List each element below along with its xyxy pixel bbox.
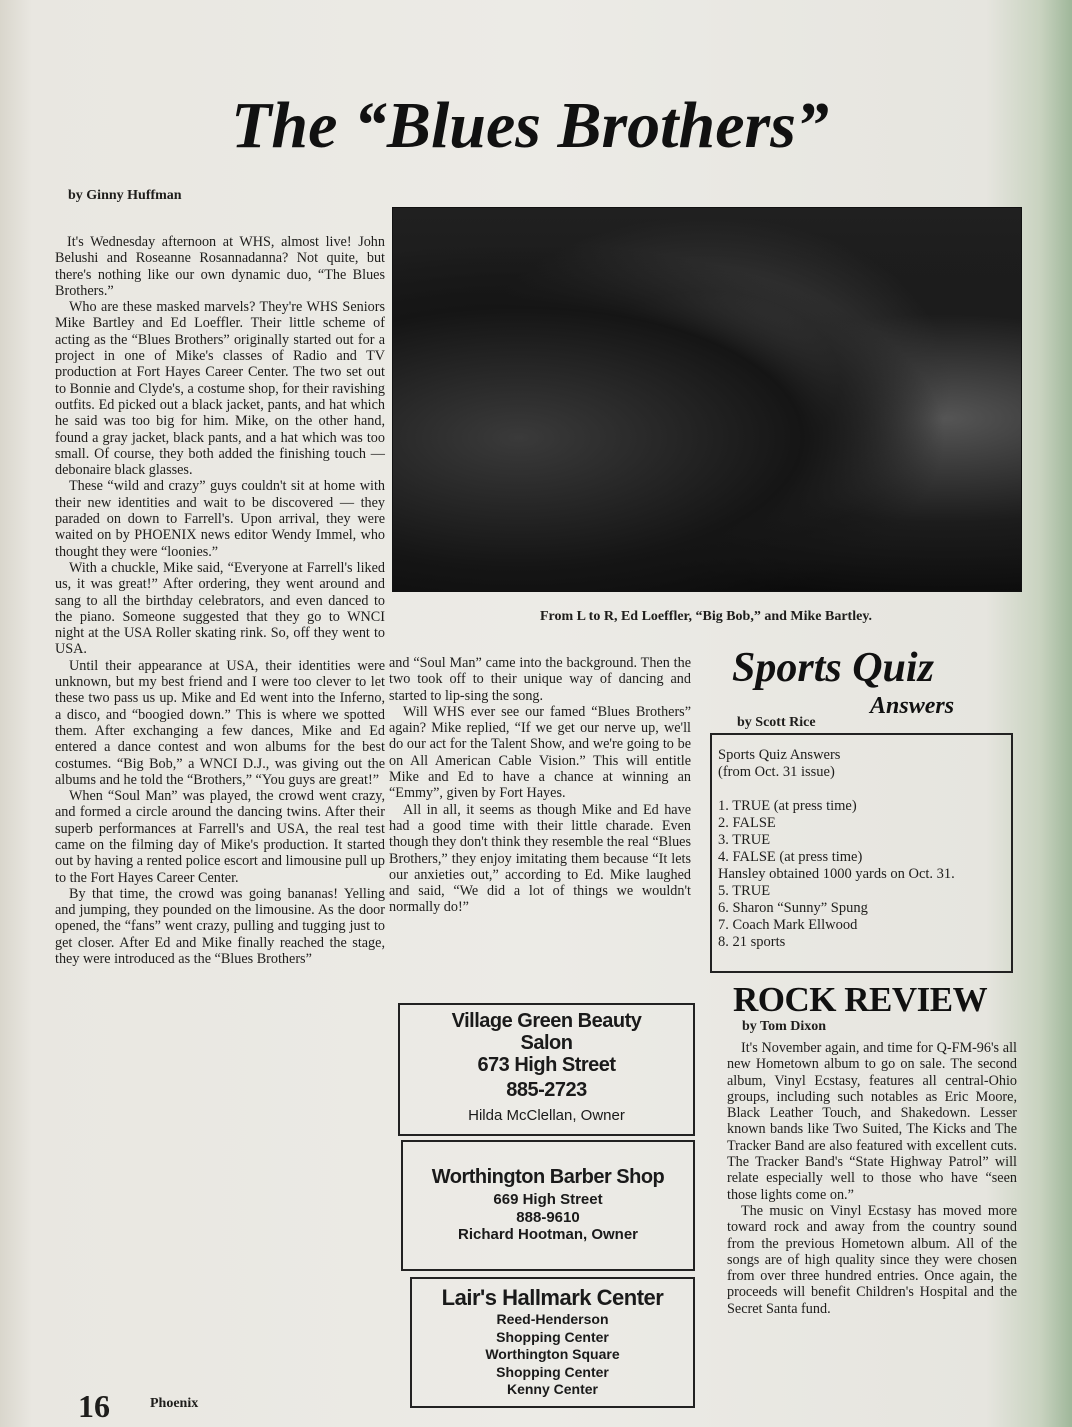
- ad-line: Kenny Center: [506, 1381, 599, 1397]
- rock-review-body: [727, 1040, 1017, 1317]
- paragraph: It's November again, and time for Q-FM-96's all new Hometown album to go on sale. The second album, Vinyl Ecstasy, features all central-Ohio groups, including such notables as Eric Moore, Black Leather Touch, and Shakedown. Lesser known bands like Two Suited, The Kicks and The Tracker Band are also featured with excellent cuts. The Tracker Band's “State Highway Patrol” will relate especially well to those who have “seen those lights come on.”: [727, 1040, 1017, 1203]
- rock-review-byline: by Tom Dixon: [742, 1019, 827, 1034]
- article-title: The “Blues Brothers”: [231, 89, 829, 162]
- ad-owner: Richard Hootman, Owner: [457, 1226, 639, 1243]
- sports-quiz-subtitle: Answers: [870, 693, 955, 719]
- paragraph: All in all, it seems as though Mike and Ed have had a good time with their little charade. Even though they don't think they resemble the real “Blues Brothers,” they enjoy imitating them because “It lets our anxieties out,” according to Ed. Mike laughed and said, “We did a lot of things we wouldn't normally do!”: [389, 801, 691, 916]
- paragraph: Until their appearance at USA, their identities were unknown, but my best friend and I were too clever to let these two pass us up. Mike and Ed went into the Inferno, a disco, and “boogied down.” This is where we spotted them. After exchanging a few dances, Mike and Ed entered a dance contest and won albums for the best costumes. “Big Bob,” a WNCI D.J., was giving out the albums and he told the “Brothers,” “You guys are great!”: [55, 657, 385, 788]
- answer: 7. Coach Mark Ellwood: [718, 917, 858, 933]
- article-middle-column: [389, 655, 691, 916]
- ad-line: Shopping Center: [496, 1363, 609, 1380]
- paragraph: It's Wednesday afternoon at WHS, almost live! John Belushi and Roseanne Rosannadanna? Not quite, but there's nothing like our own dynamic duo, “The Blues Brothers.”: [55, 234, 385, 299]
- answer: 2. FALSE: [718, 815, 776, 831]
- ad-worthington-barber-shop: [401, 1140, 695, 1271]
- article-left-column: [55, 234, 385, 967]
- photo-caption: From L to R, Ed Loeffler, “Big Bob,” and Mike Bartley.: [539, 609, 873, 624]
- answer: 1. TRUE (at press time): [718, 798, 857, 814]
- ad-lairs-hallmark-center: [410, 1277, 695, 1408]
- paragraph: and “Soul Man” came into the background. Then the two took off to their unique way of dancing and started to lip-sing the song.: [389, 655, 691, 704]
- paragraph: Will WHS ever see our famed “Blues Brothers” again? Mike replied, “If we get our nerve up, we'll do our act for the Talent Show, and we're going to be on All American Cable Vision.” This will entitle Mike and Ed to have a chance at winning an “Emmy”, given by Fort Hayes.: [389, 703, 691, 802]
- ad-phone: 885-2723: [506, 1079, 587, 1101]
- ad-line: Reed-Henderson: [496, 1311, 609, 1327]
- answer: Hansley obtained 1000 yards on Oct. 31.: [718, 866, 955, 882]
- ad-owner: Hilda McClellan, Owner: [468, 1107, 625, 1124]
- paragraph: Who are these masked marvels? They're WHS Seniors Mike Bartley and Ed Loeffler. Their little scheme of acting as the “Blues Brothers” originally started out for a project in one of Mike's classes of Radio and TV production at Fort Hayes Career Center. The two set out to Bonnie and Clyde's, a costume shop, for their ravishing outfits. Ed picked out a black jacket, pants, and hat which he said was too big for him. Mike, on the other hand, found a gray jacket, black pants, and a hat which was too small. Of course, they both added the finishing touch — debonaire black glasses.: [55, 299, 385, 479]
- answer: 5. TRUE: [718, 883, 771, 899]
- rock-review-title: ROCK REVIEW: [733, 980, 988, 1019]
- article-photo: [392, 207, 1022, 592]
- answer: 4. FALSE (at press time): [718, 849, 863, 865]
- ad-name: Worthington Barber Shop: [431, 1166, 665, 1188]
- ad-phone: 888-9610: [516, 1208, 580, 1226]
- ad-address: 669 High Street: [493, 1191, 603, 1208]
- paragraph: With a chuckle, Mike said, “Everyone at Farrell's liked us, it was great!” After ordering, they went around and sang to all the birthday celebrators, and even danced to the piano. Someone suggested that they go to WNCI night at the USA Roller skating rink. So, off they went to USA.: [55, 559, 385, 658]
- paragraph: The music on Vinyl Ecstasy has moved more toward rock and away from the country sound from the previous Hometown album. All of the songs are of high quality since they were chosen from over three hundred entries. Once again, the proceeds will benefit Children's Hospital and the Secret Santa fund.: [727, 1202, 1017, 1317]
- sports-quiz-title: Sports Quiz: [732, 645, 934, 691]
- ad-name: Salon: [520, 1032, 573, 1054]
- box-heading: Sports Quiz Answers: [718, 747, 841, 763]
- ad-address: 673 High Street: [477, 1054, 616, 1076]
- paragraph: These “wild and crazy” guys couldn't sit at home with their new identities and wait to be discovered — they paraded on down to Farrell's. Upon arrival, they were waited on by PHOENIX news editor Wendy Immel, who thought they were “loonies.”: [55, 478, 385, 560]
- sports-quiz-box: [710, 733, 1013, 973]
- ad-line: Shopping Center: [496, 1328, 609, 1345]
- ad-name: Lair's Hallmark Center: [441, 1285, 664, 1310]
- answer: 6. Sharon “Sunny” Spung: [718, 900, 868, 916]
- ad-village-green-beauty-salon: [398, 1003, 695, 1136]
- sports-quiz-byline: by Scott Rice: [737, 715, 816, 730]
- article-byline: by Ginny Huffman: [68, 188, 182, 203]
- publication-name: Phoenix: [150, 1396, 199, 1411]
- ad-line: Worthington Square: [485, 1346, 620, 1362]
- ad-name: Village Green Beauty: [451, 1010, 642, 1032]
- paragraph: By that time, the crowd was going bananas! Yelling and jumping, they pounded on the limousine. As the door opened, the “fans” went crazy, pulling and tugging just to get closer. After Ed and Mike finally reached the stage, they were introduced as the “Blues Brothers”: [55, 885, 385, 968]
- box-heading: (from Oct. 31 issue): [718, 764, 835, 780]
- paragraph: When “Soul Man” was played, the crowd went crazy, and formed a circle around the dancing twins. After their superb performances at Farrell's and USA, the real test came on the filming day of Mike's production. It started out by having a rented police escort and limousine pull up to the Fort Hayes Career Center.: [55, 788, 385, 886]
- answer: 8. 21 sports: [718, 934, 786, 950]
- answer: 3. TRUE: [718, 832, 771, 848]
- page-number: 16: [78, 1388, 110, 1424]
